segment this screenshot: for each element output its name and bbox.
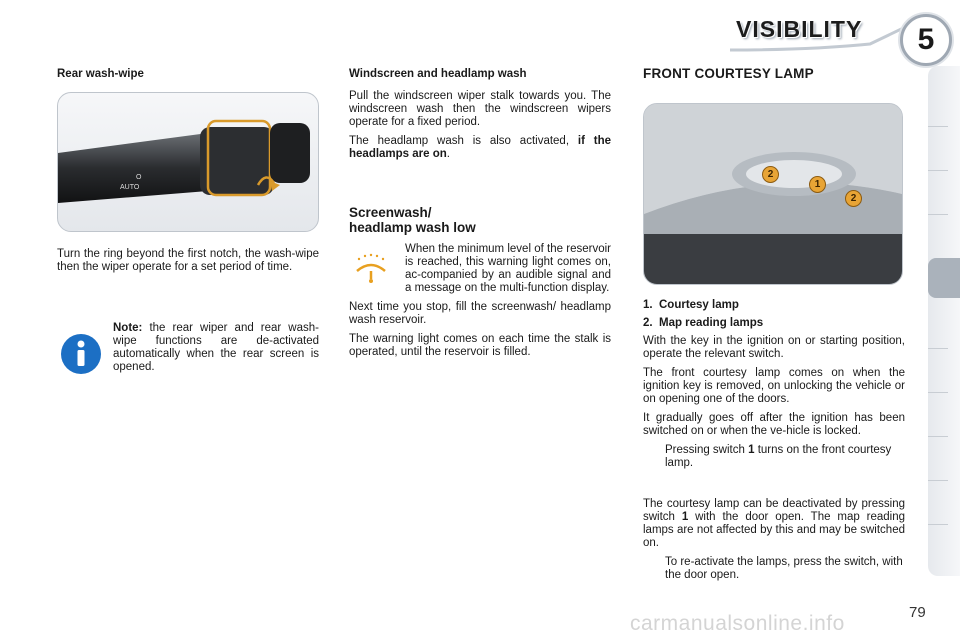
chapter-tab-active [928,258,960,298]
note-text [113,322,319,374]
courtesy-lamp-column [643,62,905,588]
deactivate-text: The courtesy lamp can be deactivated by pressing switch 1 with the door open. The map reading lamps are not affected by this and may be switched on. [643,498,905,549]
pointing-hand-icon [643,444,665,470]
screenwash-low-heading: Screenwash/ headlamp wash low [349,205,476,235]
rear-wash-wipe-heading: Rear wash-wipe [57,68,144,80]
rear-wash-wipe-column [57,62,319,280]
page-title: VISIBILITY [736,16,863,42]
wiper-stalk-illustration [58,93,318,231]
lamp-goes-off-text: It gradually goes off after the ignition has been switched on or when the ve-hicle is locked. [643,412,905,437]
warning-block [349,243,611,295]
rear-wash-wipe-text: Turn the ring beyond the first notch, the wash-wipe then the wiper operate for a set period of time. [57,248,319,273]
courtesy-lamp-badge: 1 [809,176,826,193]
note-box [57,322,319,380]
windscreen-wash-heading: Windscreen and headlamp wash [349,68,527,80]
chapter-tabs [928,66,960,576]
courtesy-lamp-illustration [644,104,902,284]
windscreen-wash-text: Pull the windscreen wiper stalk towards you. The windscreen wash then the windscreen wipers operate for a fixed period. [349,90,611,128]
list-item: 2. Map reading lamps [643,317,764,329]
bullet-press-switch: Pressing switch 1 turns on the front courtesy lamp. [643,444,905,470]
map-lamp-right-badge: 2 [845,190,862,207]
courtesy-lamp-heading: FRONT COURTESY LAMP [643,66,814,81]
warning-duration-text: The warning light comes on each time the stalk is operated, until the reservoir is filled. [349,333,611,358]
bullet-reactivate: To re-activate the lamps, press the switch, with the door open. [643,556,905,582]
page-number: 79 [909,604,926,621]
note-body: the rear wiper and rear wash-wipe functions are de-activated automatically when the rear screen is opened. [113,322,319,373]
warning-light-text: When the minimum level of the reservoir is reached, this warning light comes on, ac-companied by an audible signal and a message on the multi-function display. [405,243,611,294]
watermark: carmanualsonline.info [630,612,845,635]
note-label: Note: [113,322,143,334]
wiper-stalk-image [57,92,319,232]
list-item: 1. Courtesy lamp [643,299,739,311]
lamp-comes-on-text: The front courtesy lamp comes on when the ignition key is removed, on unlocking the vehicle or on opening one of the doors. [643,367,905,405]
courtesy-lamp-image [643,103,903,285]
lamp-legend-list [643,299,905,329]
screenwash-warning-icon [349,251,393,291]
headlamp-wash-text: The headlamp wash is also activated, if the headlamps are on. [349,135,611,160]
stalk-off-label: O [136,174,142,181]
headlamp-condition: if the headlamps are on [349,135,611,160]
info-icon [59,332,103,376]
operate-switch-text: With the key in the ignition on or starting position, operate the relevant switch. [643,335,905,360]
windscreen-wash-column [349,62,611,365]
map-lamp-left-badge: 2 [762,166,779,183]
chapter-number-badge: 5 [900,14,952,66]
pointing-hand-icon [643,556,665,582]
stalk-auto-label: AUTO [120,184,140,191]
refill-text: Next time you stop, fill the screenwash/ headlamp wash reservoir. [349,301,611,326]
